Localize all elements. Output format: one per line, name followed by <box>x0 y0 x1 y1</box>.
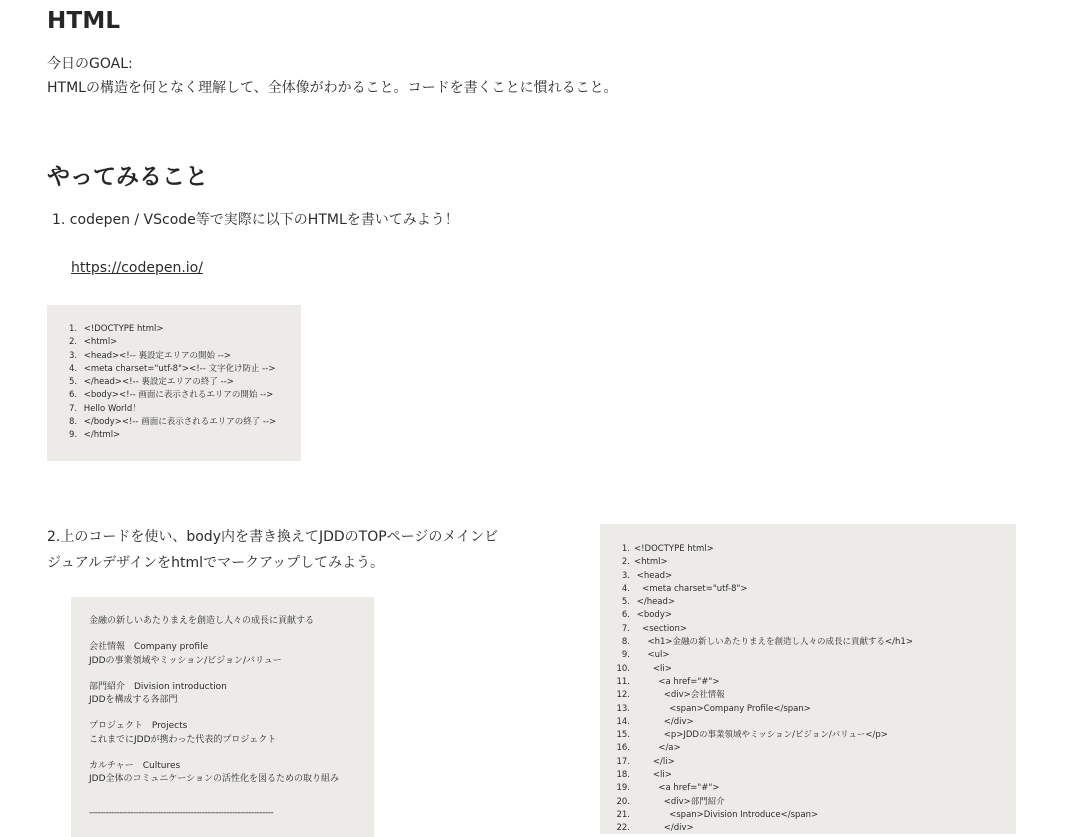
code-line <box>600 782 1016 795</box>
code-block-basic <box>47 305 301 461</box>
sample-divider: ------------------------------------------------------------------- <box>89 807 274 818</box>
line-number: 13. <box>616 703 630 714</box>
code-block-markup <box>600 524 1016 834</box>
code-line <box>600 543 1016 556</box>
line-number: 18. <box>616 770 630 781</box>
line-number: 7. <box>69 403 78 414</box>
line-number: 8. <box>621 637 630 648</box>
line-number: 1. <box>69 324 78 334</box>
code-line <box>69 350 301 363</box>
goal-block <box>47 52 618 100</box>
code-line <box>600 609 1016 622</box>
code-text: <li> <box>634 770 672 781</box>
code-text: <section> <box>634 623 687 634</box>
code-line <box>600 796 1016 809</box>
code-line <box>600 649 1016 662</box>
code-text: <ul> <box>634 650 670 661</box>
step-2-text <box>47 524 547 576</box>
code-text: <h1>金融の新しいあたりまえを創造し人々の成長に貢献する</h1> <box>634 637 913 648</box>
code-text: <a href="#"> <box>634 676 720 687</box>
code-line <box>600 729 1016 742</box>
code-text: <!DOCTYPE html> <box>634 544 714 554</box>
line-number: 5. <box>621 597 630 608</box>
line-number: 9. <box>69 430 78 441</box>
line-number: 9. <box>621 650 630 661</box>
line-number: 16. <box>616 743 630 754</box>
line-number: 8. <box>69 417 78 428</box>
line-number: 6. <box>621 610 630 621</box>
section-title: やってみること <box>47 164 208 190</box>
sample-group <box>89 760 374 787</box>
code-line <box>69 389 301 402</box>
code-text: <body> <box>634 610 672 621</box>
sample-group-desc: JDDの事業領域やミッション/ビジョン/バリュー <box>89 655 282 666</box>
sample-group-desc: JDDを構成する各部門 <box>89 695 178 706</box>
line-number: 3. <box>621 570 630 581</box>
code-text: <head> <box>634 570 673 581</box>
sample-group-title: 部門紹介 Division introduction <box>89 681 227 692</box>
code-line <box>600 809 1016 822</box>
code-line <box>600 742 1016 755</box>
code-text: <p>JDDの事業領域やミッション/ビジョン/バリュー</p> <box>634 730 888 741</box>
line-number: 14. <box>616 716 630 727</box>
code-line <box>69 363 301 376</box>
line-number: 4. <box>69 363 78 374</box>
goal-label: 今日のGOAL: <box>47 56 133 72</box>
code-line <box>69 403 301 416</box>
code-line <box>600 583 1016 596</box>
sample-group-title: プロジェクト Projects <box>89 721 188 732</box>
code-text: </head> <box>634 597 676 608</box>
goal-text: HTMLの構造を何となく理解して、全体像がわかること。コードを書くことに慣れること。 <box>47 80 618 96</box>
line-number: 20. <box>616 796 630 807</box>
step-2-line-2: ジュアルデザインをhtmlでマークアップしてみよう。 <box>47 555 385 571</box>
codepen-link[interactable]: https://codepen.io/ <box>71 260 203 276</box>
code-line <box>600 623 1016 636</box>
line-number: 2. <box>621 557 630 568</box>
code-text: <body><!-- 画面に表示されるエリアの開始 --> <box>81 390 274 401</box>
code-line <box>600 756 1016 769</box>
sample-content-box <box>71 597 374 837</box>
line-number: 22. <box>616 823 630 834</box>
code-text: </body><!-- 画面に表示されるエリアの終了 --> <box>81 417 277 428</box>
code-text: </head><!-- 裏設定エリアの終了 --> <box>81 377 234 388</box>
code-text: <html> <box>634 557 668 568</box>
line-number: 5. <box>69 377 78 388</box>
code-text: <div>部門紹介 <box>634 796 725 807</box>
line-number: 4. <box>621 583 630 594</box>
code-text: </div> <box>634 823 694 834</box>
code-text: <li> <box>634 663 672 674</box>
code-line <box>600 689 1016 702</box>
code-line <box>600 703 1016 716</box>
code-text: <a href="#"> <box>634 783 720 794</box>
code-text: <span>Company Profile</span> <box>634 703 811 714</box>
code-text: <meta charset="utf-8"><!-- 文字化け防止 --> <box>81 363 276 374</box>
sample-group <box>89 681 374 708</box>
line-number: 10. <box>616 663 630 674</box>
code-line <box>600 822 1016 834</box>
line-number: 12. <box>616 690 630 701</box>
code-line <box>600 769 1016 782</box>
code-line <box>600 636 1016 649</box>
code-text: <head><!-- 裏設定エリアの開始 --> <box>81 350 231 361</box>
code-text: <html> <box>81 337 118 348</box>
sample-group-title: 会社情報 Company profile <box>89 642 209 653</box>
line-number: 7. <box>621 623 630 634</box>
code-line <box>600 556 1016 569</box>
line-number: 2. <box>69 337 78 348</box>
code-line <box>69 323 301 336</box>
code-line <box>600 570 1016 583</box>
line-number: 21. <box>616 809 630 820</box>
step-2-line-1: 2.上のコードを使い、body内を書き換えてJDDのTOPページのメインビ <box>47 529 499 545</box>
code-text: <span>Division Introduce</span> <box>634 809 819 820</box>
line-number: 1. <box>621 544 630 554</box>
line-number: 11. <box>616 676 630 687</box>
code-text: <!DOCTYPE html> <box>81 324 164 334</box>
sample-group <box>89 641 374 668</box>
line-number: 6. <box>69 390 78 401</box>
code-text: </li> <box>634 756 675 767</box>
line-number: 3. <box>69 350 78 361</box>
code-line <box>600 676 1016 689</box>
code-line <box>600 716 1016 729</box>
code-text: Hello World！ <box>81 403 141 414</box>
step-1-text: 1. codepen / VScode等で実際に以下のHTMLを書いてみよう！ <box>52 212 459 228</box>
code-line <box>69 429 301 442</box>
page-title: HTML <box>47 8 121 34</box>
code-text: <div>会社情報 <box>634 690 725 701</box>
line-number: 19. <box>616 783 630 794</box>
sample-group-desc: これまでにJDDが携わった代表的プロジェクト <box>89 734 277 745</box>
code-line <box>69 416 301 429</box>
sample-group-desc: JDD全体のコミュニケーションの活性化を図るための取り組み <box>89 774 339 785</box>
code-text: </div> <box>634 716 694 727</box>
code-line <box>600 663 1016 676</box>
line-number: 17. <box>616 756 630 767</box>
sample-group <box>89 720 374 747</box>
sample-group-title: カルチャー Cultures <box>89 761 181 772</box>
code-text: <meta charset="utf-8"> <box>634 583 748 594</box>
code-line <box>600 596 1016 609</box>
line-number: 15. <box>616 730 630 741</box>
code-text: </html> <box>81 430 121 441</box>
code-line <box>69 336 301 349</box>
code-list <box>600 543 1016 834</box>
code-line <box>69 376 301 389</box>
sample-headline: 金融の新しいあたりまえを創造し人々の成長に貢献する <box>89 616 315 626</box>
code-text: </a> <box>634 743 681 754</box>
code-list <box>69 323 301 443</box>
